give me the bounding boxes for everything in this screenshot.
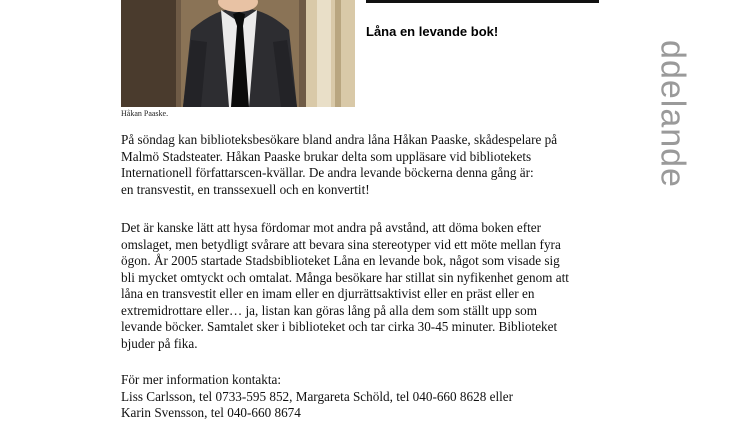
main-paragraph bbox=[121, 220, 621, 352]
side-vertical-word-text: ddelande bbox=[653, 40, 692, 188]
text-line: För mer information kontakta: bbox=[121, 372, 282, 387]
side-vertical-word bbox=[652, 0, 692, 228]
text-line: låna en transvestit eller en imam eller en djurrättsaktivist eller en präst eller en bbox=[121, 286, 535, 301]
intro-paragraph bbox=[121, 132, 621, 198]
text-line: Det är kanske lätt att hysa fördomar mot andra på avstånd, att döma boken efter bbox=[121, 220, 542, 235]
text-line: extremidrottare eller… ja, listan kan göras lång på alla dem som ställt upp som bbox=[121, 302, 538, 318]
text-line: bjuder på fika. bbox=[121, 335, 198, 351]
contact-line: Liss Carlsson, tel 0733-595 852, Margareta Schöld, tel 040-660 8628 eller bbox=[121, 388, 514, 404]
text-line: levande böcker. Samtalet sker i biblioteket och tar cirka 30-45 minuter. Biblioteket bbox=[121, 319, 558, 334]
header-divider-bar bbox=[366, 0, 599, 3]
text-line: Malmö Stadsteater. Håkan Paaske brukar delta som uppläsare vid bibliotekets bbox=[121, 148, 532, 164]
text-line: ögon. År 2005 startade Stadsbiblioteket Låna en levande bok, något som visade sig bbox=[121, 253, 560, 268]
portrait-photo bbox=[121, 0, 355, 107]
contact-paragraph bbox=[121, 372, 621, 422]
text-line: På söndag kan biblioteksbesökare bland andra låna Håkan Paaske, skådespelare på bbox=[121, 132, 558, 147]
text-line: bli mycket omtyckt och omtalat. Många besökare har stillat sin nyfikenhet genom att bbox=[121, 269, 569, 285]
photo-caption: Håkan Paaske. bbox=[121, 109, 169, 118]
portrait-illustration bbox=[121, 0, 355, 107]
contact-line: Karin Svensson, tel 040-660 8674 bbox=[121, 405, 301, 420]
text-line: Internationell författarscen-kvällar. De andra levande böckerna denna gång är: bbox=[121, 165, 534, 180]
text-line: omslaget, men betydligt svårare att bevara sina stereotyper vid ett möte mellan fyra bbox=[121, 236, 561, 252]
press-release-headline: Låna en levande bok! bbox=[366, 24, 499, 39]
text-line: en transvestit, en transsexuell och en konvertit! bbox=[121, 181, 370, 197]
